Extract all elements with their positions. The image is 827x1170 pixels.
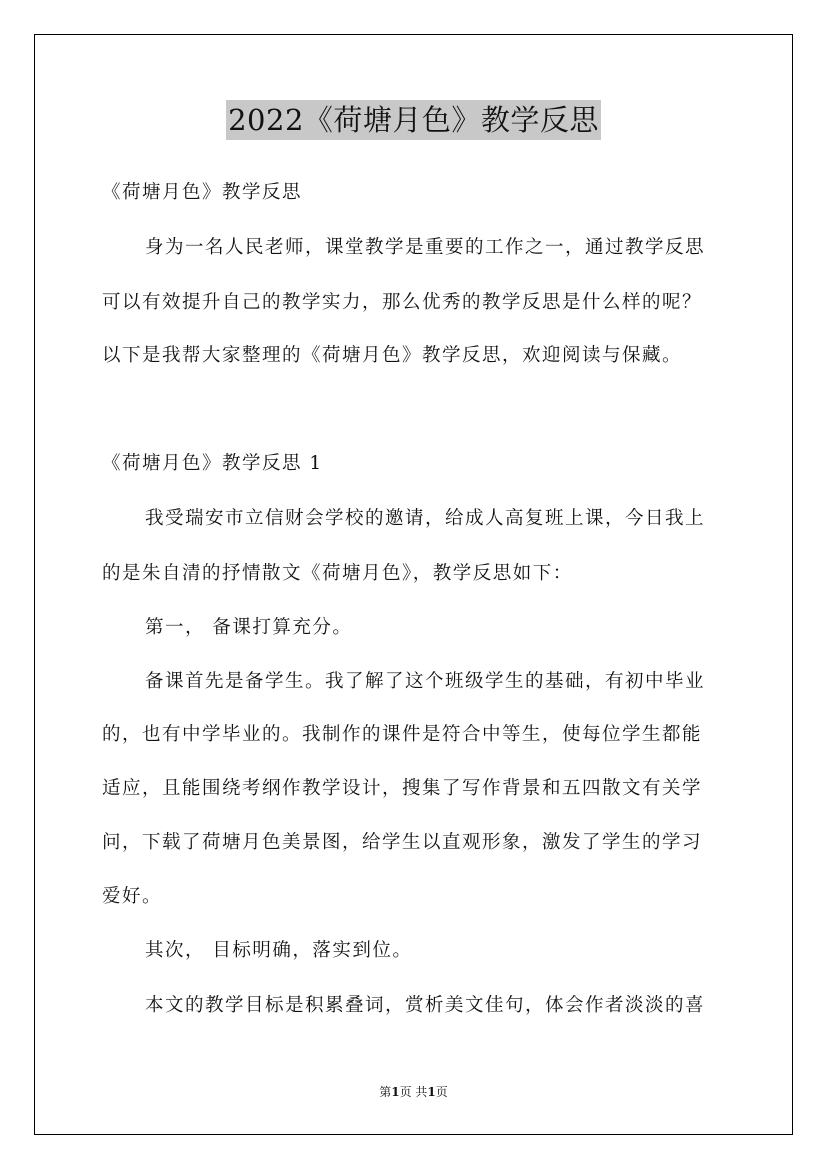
footer-total-pages: 1 — [427, 1085, 436, 1099]
body-line: 第一， 备课打算充分。 — [145, 617, 353, 638]
footer-suffix: 页 — [435, 1085, 448, 1099]
body-line: 的是朱自清的抒情散文《荷塘月色》，教学反思如下： — [102, 563, 573, 584]
section-heading: 《荷塘月色》教学反思 1 — [102, 453, 323, 474]
footer-mid: 页 共 — [399, 1085, 428, 1099]
body-line: 问，下载了荷塘月色美景图，给学生以直观形象，激发了学生的学习 — [102, 832, 703, 853]
body-line: 的，也有中学毕业的。我制作的课件是符合中等生，使每位学生都能 — [102, 724, 703, 745]
body-line: 爱好。 — [102, 886, 163, 907]
footer-page-number: 1 — [391, 1085, 400, 1099]
intro-line: 以下是我帮大家整理的《荷塘月色》教学反思，欢迎阅读与保藏。 — [102, 345, 683, 366]
body-line: 其次， 目标明确，落实到位。 — [145, 940, 413, 961]
intro-line: 身为一名人民老师，课堂教学是重要的工作之一，通过教学反思 — [145, 237, 706, 258]
body-line: 适应，且能围绕考纲作教学设计，搜集了写作背景和五四散文有关学 — [102, 778, 703, 799]
document-title: 2022《荷塘月色》教学反思 — [226, 100, 601, 140]
body-line: 本文的教学目标是积累叠词，赏析美文佳句，体会作者淡淡的喜 — [145, 995, 706, 1016]
footer-prefix: 第 — [379, 1085, 392, 1099]
intro-line: 可以有效提升自己的教学实力，那么优秀的教学反思是什么样的呢？ — [102, 292, 703, 313]
body-line: 备课首先是备学生。我了解了这个班级学生的基础，有初中毕业 — [145, 671, 706, 692]
page-footer — [0, 1083, 827, 1100]
document-subtitle: 《荷塘月色》教学反思 — [102, 182, 303, 203]
body-line: 我受瑞安市立信财会学校的邀请，给成人高复班上课，今日我上 — [145, 508, 706, 529]
